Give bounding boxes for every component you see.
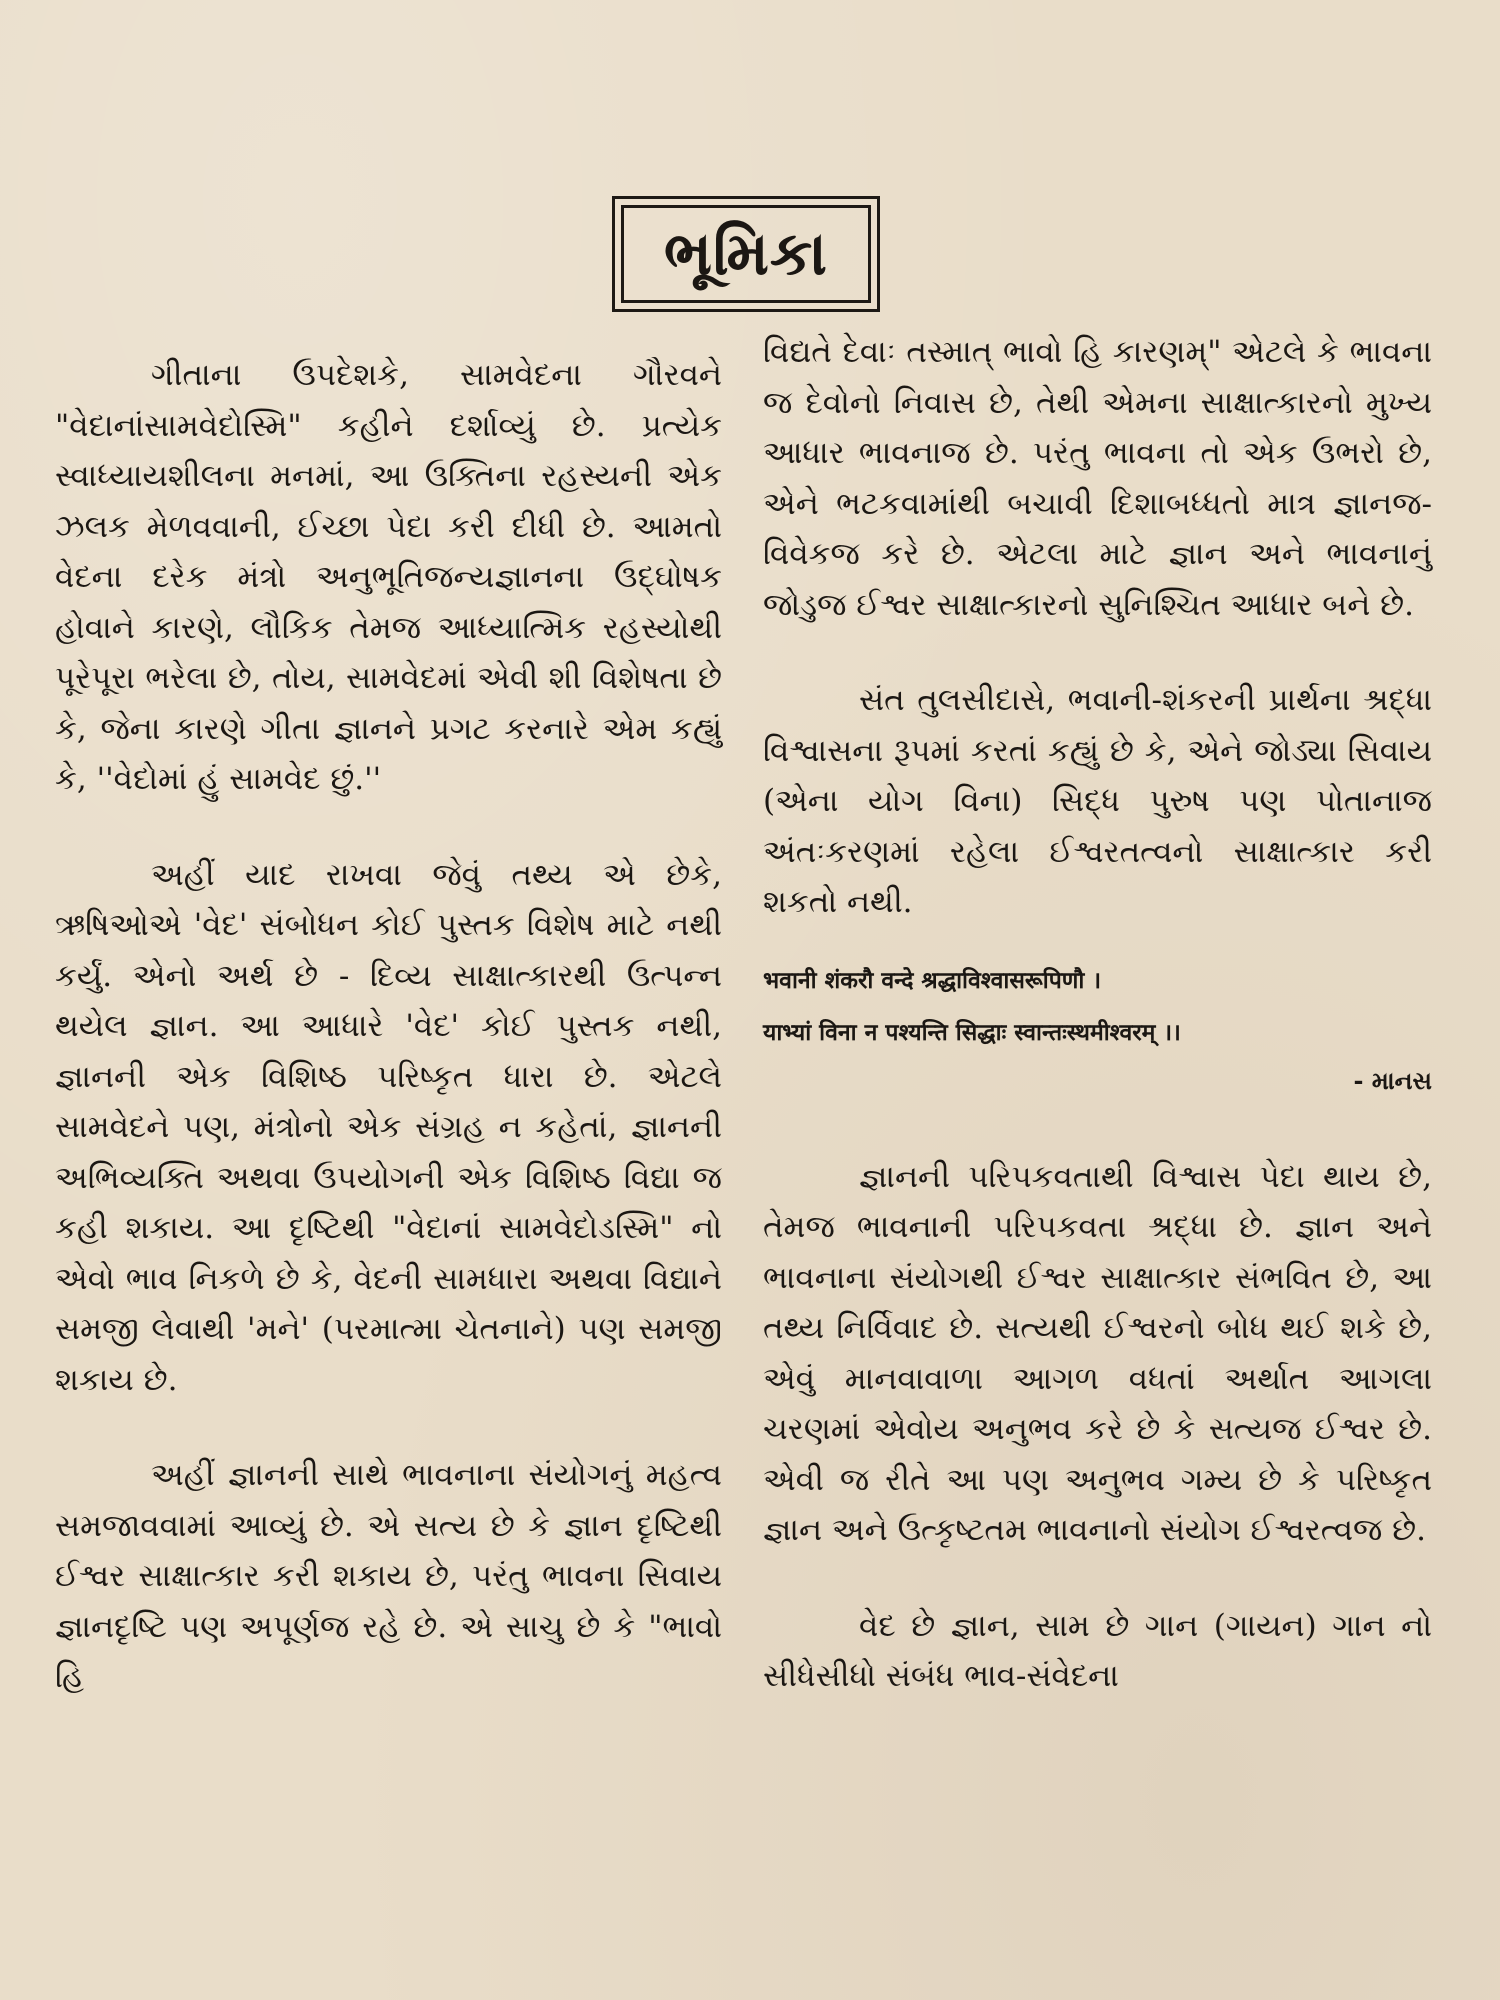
left-column xyxy=(55,350,722,1748)
title-frame xyxy=(612,196,880,312)
paragraph-veda-sama: વેદ છે જ્ઞાન, સામ છે ગાન (ગાયન) ગાન નો સીધેસીધો સંબંધ ભાવ-સંવેદના xyxy=(763,1607,1432,1694)
right-column xyxy=(763,327,1432,1747)
verse-source: - માનસ xyxy=(1353,1065,1432,1095)
page-title: ભૂમિકા xyxy=(621,205,871,303)
paragraph-tulsidas: સંત તુલસીદાસે, ભવાની-શંકરની પ્રાર્થના શ્રદ્ધા વિશ્વાસના રૂપમાં કરતાં કહ્યું છે કે, એને જોડ્યા સિવાય (એના યોગ વિના) સિદ્ધ પુરુષ પણ પોતાનાજ અંતઃકરણમાં રહેલા ઈશ્વરતત્વનો સાક્ષાત્કાર કરી શકતો નથી. xyxy=(763,682,1432,920)
paragraph-gita-samaveda: ગીતાના ઉપદેશકે, સામવેદના ગૌરવને "વેદાનાંસામવેદોસ્મિ" કહીને દર્શાવ્યું છે. પ્રત્યેક સ્વાધ્યાયશીલના મનમાં, આ ઉક્તિના રહસ્યની એક ઝલક મેળવવાની, ઈચ્છા પેદા કરી દીધી છે. આમતો વેદના દરેક મંત્રો અનુભૂતિજન્યજ્ઞાનના ઉદ્ઘોષક હોવાને કારણે, લૌકિક તેમજ આધ્યાત્મિક રહસ્યોથી પૂરેપૂરા ભરેલા છે, તોય, સામવેદમાં એવી શી વિશેષતા છે કે, જેના કારણે ગીતા જ્ઞાનને પ્રગટ કરનારે એમ કહ્યું કે, ''વેદોમાં હું સામવેદ છું.'' xyxy=(55,357,722,797)
paragraph-knowledge-emotion: અહીં જ્ઞાનની સાથે ભાવનાના સંયોગનું મહત્વ સમજાવવામાં આવ્યું છે. એ સત્ય છે કે જ્ઞાન દૃષ્ટિથી ઈશ્વર સાક્ષાત્કાર કરી શકાય છે, પરંતુ ભાવના સિવાય જ્ઞાનદૃષ્ટિ પણ અપૂર્ણજ રહે છે. એ સાચુ છે કે "ભાવો હિ xyxy=(55,1457,722,1695)
paragraph-faith-devotion: જ્ઞાનની પરિપકવતાથી વિશ્વાસ પેદા થાય છે, તેમજ ભાવનાની પરિપકવતા શ્રદ્ધા છે. જ્ઞાન અને ભાવનાના સંયોગથી ઈશ્વર સાક્ષાત્કાર સંભવિત છે, આ તથ્ય નિર્વિવાદ છે. સત્યથી ઈશ્વરનો બોધ થઈ શકે છે, એવું માનવાવાળા આગળ વધતાં અર્થાત આગલા ચરણમાં એવોય અનુભવ કરે છે કે સત્યજ ઈશ્વર છે. એવી જ રીતે આ પણ અનુભવ ગમ્ય છે કે પરિષ્કૃત જ્ઞાન અને ઉત્કૃષ્ટતમ ભાવનાનો સંયોગ ઈશ્વરત્વજ છે. xyxy=(763,1158,1432,1548)
paragraph-veda-meaning: અહીં યાદ રાખવા જેવું તથ્ય એ છેકે, ઋષિઓએ 'વેદ' સંબોધન કોઈ પુસ્તક વિશેષ માટે નથી કર્યું. એનો અર્થ છે - દિવ્ય સાક્ષાત્કારથી ઉત્પન્ન થયેલ જ્ઞાન. આ આધારે 'વેદ' કોઈ પુસ્તક નથી, જ્ઞાનની એક વિશિષ્ઠ પરિષ્કૃત ધારા છે. એટલે સામવેદને પણ, મંત્રોનો એક સંગ્રહ ન કહેતાં, જ્ઞાનની અભિવ્યક્તિ અથવા ઉપયોગની એક વિશિષ્ઠ વિદ્યા જ કહી શકાય. આ દૃષ્ટિથી "વેદાનાં સામવેદોડસ્મિ" નો એવો ભાવ નિકળે છે કે, વેદની સામધારા અથવા વિદ્યાને સમજી લેવાથી 'મને' (પરમાત્મા ચેતનાને) પણ સમજી શકાય છે. xyxy=(55,856,722,1398)
paragraph-continuation: વિદ્યતે દેવાઃ તસ્માત્ ભાવો હિ કારણમ્" એટલે કે ભાવના જ દેવોનો નિવાસ છે, તેથી એમના સાક્ષાત્કારનો મુખ્ય આધાર ભાવનાજ છે. પરંતુ ભાવના તો એક ઉભરો છે, એને ભટકવામાંથી બચાવી દિશાબધ્ધતો માત્ર જ્ઞાનજ-વિવેકજ કરે છે. એટલા માટે જ્ઞાન અને ભાવનાનું જોડુજ ઈશ્વર સાક્ષાત્કારનો સુનિશ્ચિત આધાર બને છે. xyxy=(763,334,1432,623)
sanskrit-verse-line-2: याभ्यां विना न पश्यन्ति सिद्धाः स्वान्तःस्थमीश्वरम् ।। xyxy=(763,1018,1181,1046)
sanskrit-verse-line-1: भवानी शंकरौ वन्दे श्रद्धाविश्वासरूपिणौ । xyxy=(763,966,1102,994)
